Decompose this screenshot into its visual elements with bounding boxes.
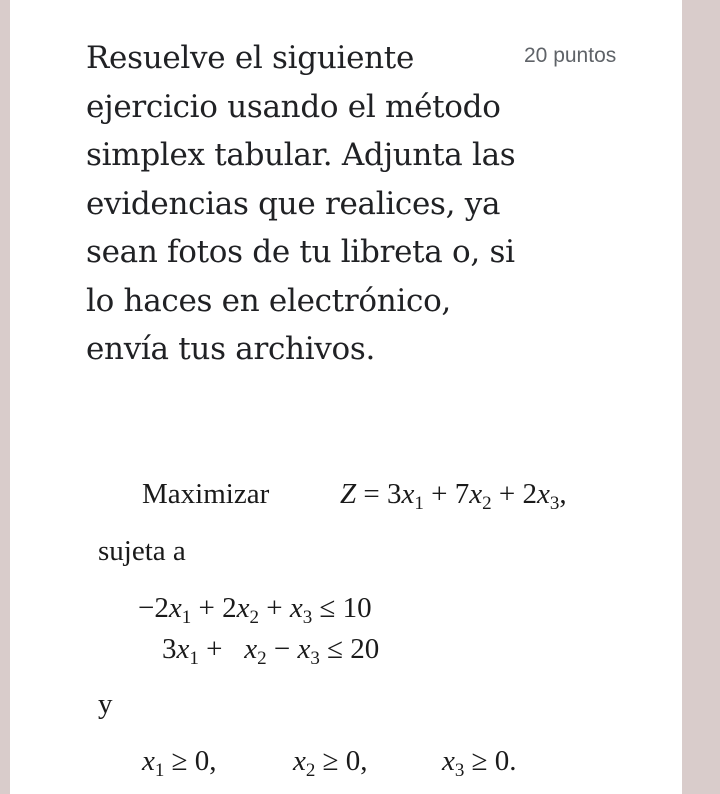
constraint-1: $-2x_1 + 2x_2 + x_3 \le 10$ (138, 592, 372, 628)
question-card (10, 0, 682, 794)
question-text: Resuelve el siguiente ejercicio usando el método simplex tabular. Adjunta las evidencias que realices, ya sean fotos de tu libreta o, si lo haces en electrónico, envía tus archivos. (86, 40, 516, 367)
nonnegativity-x2: $x_2 \ge 0$, (293, 745, 368, 781)
subject-to-label: sujeta a (98, 535, 186, 567)
problem-image (10, 0, 682, 794)
points-label: 20 puntos (524, 44, 617, 67)
and-label: y (98, 688, 113, 720)
nonnegativity-x1: $x_1 \ge 0$, (142, 745, 217, 781)
constraint-2: $3x_1 + x_2 - x_3 \le 20$ (162, 633, 380, 669)
objective-function: $Z = 3x_1 + 7x_2 + 2x_3$, (340, 478, 567, 514)
maximize-label: Maximizar (142, 478, 270, 510)
nonnegativity-x3: $x_3 \ge 0$. (442, 745, 517, 781)
